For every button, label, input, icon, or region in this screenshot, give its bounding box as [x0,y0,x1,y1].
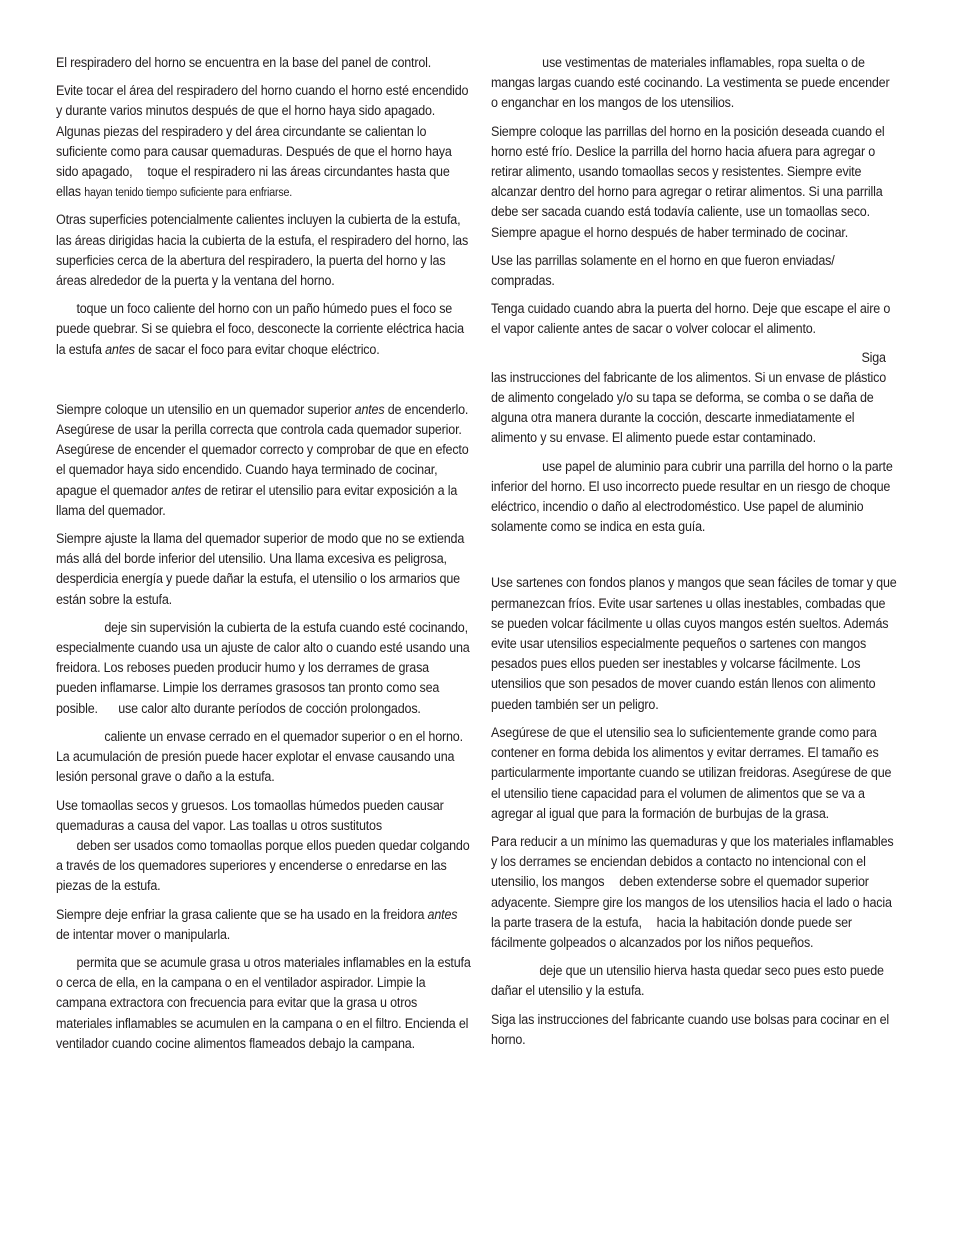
fryer-grease-paragraph [56,905,472,945]
fryer-grease-text: Siempre deje enfriar la grasa caliente que se ha usado en la freidora [56,906,425,922]
oven-vent-warning-text: Evite tocar el área del respiradero del horno cuando el horno esté encendido y durante varios minutos después de que el horno haya sido apagado. Algunas piezas del respiradero y del área circundante se calientan lo suficiente como para causar quemaduras. Después de que el horno haya sido apagado, [56,83,469,180]
oven-bulb-text: toque un foco caliente del horno con un paño húmedo pues el foco se puede quebrar. Si se quiebra el foco, desconecte la corriente eléctrica hacia la estufa [56,301,464,357]
utensil-on-burner-emphasis-2: ntes [177,482,201,498]
pot-holders-text: Use tomaollas secos y gruesos. Los tomaollas húmedos pueden causar quemaduras a causa del vapor. Las toallas u otros sustitutos [56,797,444,833]
oven-vent-warning-text-2: toque el respiradero ni las áreas circundantes hasta que ellas [56,164,450,200]
utensil-on-burner-emphasis: antes [354,401,385,417]
boil-dry-paragraph [491,961,899,1001]
utensil-on-burner-paragraph [56,400,472,521]
pot-holders-paragraph [56,796,472,897]
oven-vent-warning-paragraph [56,81,472,202]
oven-racks-use-paragraph: Use las parrillas solamente en el horno en que fueron enviadas/ compradas. [491,252,835,289]
flammable-clothing-text: use vestimentas de materiales inflamables, ropa suelta o de mangas largas cuando esté cocinando. La vestimenta se puede encender o enganchar en los mangos de los utensilios. [491,55,890,111]
utensil-on-burner-text: Siempre coloque un utensilio en un quemador superior [56,401,352,417]
oven-racks-position-paragraph: Siempre coloque las parrillas del horno en la posición deseada cuando el horno esté frío. Deslice la parrilla del horno hacia afuera para agregar o retirar alimento, usando tomaollas secos y resistentes. Siempre evite alcanzar dentro del horno para agregar o retirar alimentos. Si una parrilla debe ser sacada cuando está todavía caliente, use un tomaollas seco. Siempre apague el horno después de haber terminado de cocinar. [491,123,885,240]
food-manufacturer-text: las instrucciones del fabricante de los alimentos. Si un envase de plástico de alimento congelado y/o su tapa se deforma, se comba o se daña de alguna otra manera durante la cocción, descarte inmediatamente el alimento y su envase. El alimento puede estar contaminado. [491,369,887,446]
grease-buildup-paragraph [56,953,472,1054]
oven-vent-warning-tail: hayan tenido tiempo suficiente para enfriarse. [84,187,293,200]
utensil-size-paragraph: Asegúrese de que el utensilio sea lo suficientemente grande como para contener en forma debida los alimentos y evitar derrames. El tamaño es particularmente importante cuando se utilizan freidoras. Asegúrese de que el utensilio tiene capacidad para el volumen de alimentos que se va a agregar al igual que para la formación de burbujas de la grasa. [491,724,892,821]
oven-bulb-paragraph [56,299,472,360]
left-column [56,53,472,1062]
handles-text: Para reducir a un mínimo las quemaduras y que los materiales inflamables y los derrames se enciendan debidos a contacto no intencional con el utensilio, los mangos [491,833,894,890]
fryer-grease-emphasis: antes [427,906,458,922]
food-manufacturer-paragraph [491,348,899,449]
hot-surfaces-paragraph: Otras superficies potencialmente calientes incluyen la cubierta de la estufa, las áreas dirigidas hacia la cubierta de la estufa, el respiradero del horno, las superficies cerca de la abertura del respiradero, la puerta del horno y las áreas alrededor de la puerta y la ventana del horno. [56,212,469,289]
boil-dry-text: deje que un utensilio hierva hasta quedar seco pues esto puede dañar el utensilio y la estufa. [491,963,884,999]
utensil-on-burner-text-2: de encenderlo. Asegúrese de usar la perilla correcta que controla cada quemador superior. Asegúrese de encender el quemador correcto y comprobar de que en efecto el quemador haya sido encendido. Cuando haya terminado de cocinar, apague el quemador a [56,401,469,498]
cooking-bags-paragraph: Siga las instrucciones del fabricante cuando use bolsas para cocinar en el horno. [491,1011,890,1047]
oven-door-paragraph: Tenga cuidado cuando abra la puerta del horno. Deje que escape el aire o el vapor caliente antes de sacar o volver colocar el alimento. [491,301,891,337]
flame-adjust-paragraph: Siempre ajuste la llama del quemador superior de modo que no se extienda más allá del borde inferior del utensilio. Una llama excesiva es peligrosa, desperdicia energía y puede dañar la estufa, el utensilio o los armarios que están sobre la estufa. [56,531,465,607]
right-column [491,53,899,1058]
grease-buildup-text: permita que se acumule grasa u otros materiales inflamables en la estufa o cerca de ella, en la campana o en el ventilador aspirador. Limpie la campana extractora con frecuencia para evitar que la grasa u otros materiales inflamables se acumulen en la campana o en el filtro. Encienda el ventilador cuando cocine alimentos flameados debajo la campana. [56,954,471,1051]
food-manufacturer-lead: Siga [861,349,886,365]
unattended-cooktop-paragraph [56,618,472,719]
aluminum-foil-paragraph [491,457,899,538]
utensil-on-burner-text-3: de retirar el utensilio para evitar exposición a la llama del quemador. [56,482,458,518]
flat-pans-paragraph: Use sartenes con fondos planos y mangos que sean fáciles de tomar y que permanezcan fríos. Evite usar sartenes u ollas inestables, combadas que se pueden volcar fácilmente u ollas cuyos mangos estén sueltos. Además evite usar utensilios especialmente pequeños o sartenes con mangos pesados pues ellos pueden ser inestables y volcarse fácilmente. Los utensilios que son pesados de mover cuando están llenos con alimento pueden también ser un peligro. [491,575,897,712]
aluminum-foil-text: use papel de aluminio para cubrir una parrilla del horno o la parte inferior del horno. El uso incorrecto puede resultar en un riesgo de choque eléctrico, incendio o daño al electrodoméstico. Use papel de aluminio solamente como se indica en esta guía. [491,458,893,535]
fryer-grease-text-2: de intentar mover o manipularla. [56,926,231,942]
flammable-clothing-paragraph [491,53,899,114]
handles-text-3: hacia la habitación donde puede ser fácilmente golpeados o alcanzados por los niños pequeños. [491,914,852,950]
unattended-cooktop-text: deje sin supervisión la cubierta de la estufa cuando esté cocinando, especialmente cuando usa un ajuste de calor alto o cuando esté usando una freidora. Los reboses pueden producir humo y los derrames de grasa pueden inflamarse. Limpie los derrames grasosos tan pronto como sea posible. [56,619,470,716]
pot-holders-text-2: deben ser usados como tomaollas porque ellos pueden quedar colgando a través de los quemadores superiores y encenderse o enredarse en las piezas de la estufa. [56,837,470,894]
closed-container-paragraph [56,727,472,788]
oven-bulb-emphasis: antes [105,341,135,357]
oven-vent-location-paragraph: El respiradero del horno se encuentra en la base del panel de control. [56,55,432,70]
handles-paragraph [491,832,899,953]
oven-bulb-text-2: de sacar el foco para evitar choque eléctrico. [138,341,380,357]
handles-text-2: deben extenderse sobre el quemador superior adyacente. Siempre gire los mangos de los utensilios hacia el lado o hacia la parte trasera de la estufa, [491,874,892,930]
closed-container-text: caliente un envase cerrado en el quemador superior o en el horno. La acumulación de presión puede hacer explotar el envase causando una lesión personal grave o daño a la estufa. [56,728,463,785]
unattended-cooktop-text-2: use calor alto durante períodos de cocción prolongados. [118,700,421,716]
